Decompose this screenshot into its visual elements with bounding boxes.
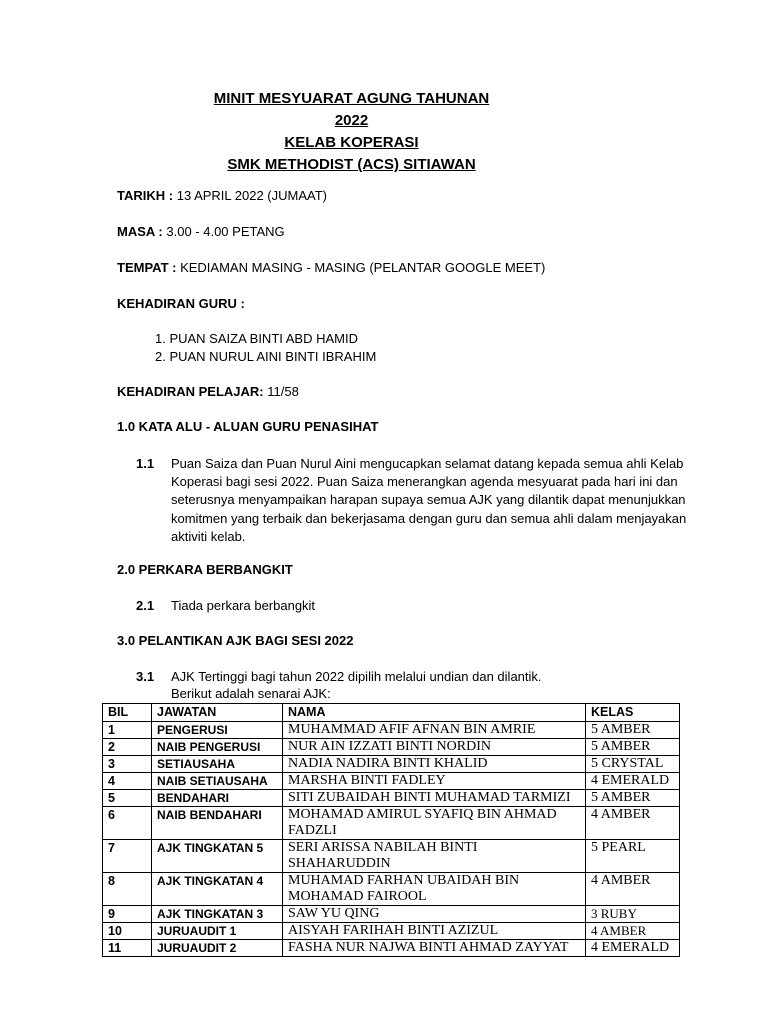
table-header-row — [103, 704, 680, 722]
cell-bil: 6 — [103, 807, 152, 840]
header-kelas: KELAS — [586, 704, 680, 722]
cell-nama: MOHAMAD AMIRUL SYAFIQ BIN AHMAD FADZLI — [283, 807, 586, 840]
cell-bil: 4 — [103, 773, 152, 790]
cell-kelas: 3 RUBY — [586, 906, 680, 923]
kehadiran-guru-label: KEHADIRAN GURU : — [117, 296, 245, 311]
cell-nama: MUHAMMAD AFIF AFNAN BIN AMRIE — [283, 722, 586, 739]
cell-kelas: 5 PEARL — [586, 840, 680, 873]
item-3-1-number: 3.1 — [136, 669, 155, 684]
cell-jawatan: NAIB BENDAHARI — [152, 807, 283, 840]
tarikh-label: TARIKH : — [117, 188, 174, 203]
cell-bil: 5 — [103, 790, 152, 807]
cell-nama: AISYAH FARIHAH BINTI AZIZUL — [283, 923, 586, 940]
kehadiran-pelajar-label: KEHADIRAN PELAJAR: — [117, 384, 264, 399]
item-3-1-text-2: Berikut adalah senarai AJK: — [171, 686, 331, 701]
item-2-1-text: Tiada perkara berbangkit — [171, 598, 316, 613]
cell-bil: 10 — [103, 923, 152, 940]
title-line-1: MINIT MESYUARAT AGUNG TAHUNAN — [213, 90, 490, 107]
item-3-1-text-1: AJK Tertinggi bagi tahun 2022 dipilih melalui undian dan dilantik. — [171, 669, 542, 684]
cell-kelas: 4 AMBER — [586, 807, 680, 840]
title-line-4: SMK METHODIST (ACS) SITIAWAN — [227, 156, 476, 173]
cell-kelas: 4 EMERALD — [586, 940, 680, 957]
cell-jawatan: JURUAUDIT 2 — [152, 940, 283, 957]
ajk-table — [102, 703, 680, 957]
tempat-label: TEMPAT : — [117, 260, 177, 275]
masa-label: MASA : — [117, 224, 163, 239]
table-row — [103, 840, 680, 873]
cell-jawatan: JURUAUDIT 1 — [152, 923, 283, 940]
section-1-title-text: 1.0 KATA ALU - ALUAN GURU PENASIHAT — [117, 419, 379, 434]
section-2-title-text: 2.0 PERKARA BERBANGKIT — [117, 562, 293, 577]
title-line-2: 2022 — [334, 112, 369, 129]
cell-jawatan: NAIB SETIAUSAHA — [152, 773, 283, 790]
cell-bil: 1 — [103, 722, 152, 739]
cell-nama: FASHA NUR NAJWA BINTI AHMAD ZAYYAT — [283, 940, 586, 957]
cell-nama: SITI ZUBAIDAH BINTI MUHAMAD TARMIZI — [283, 790, 586, 807]
cell-nama: NUR AIN IZZATI BINTI NORDIN — [283, 739, 586, 756]
cell-nama: MARSHA BINTI FADLEY — [283, 773, 586, 790]
kehadiran-pelajar-line — [117, 383, 299, 401]
tempat-value: KEDIAMAN MASING - MASING (PELANTAR GOOGLE MEET) — [180, 260, 546, 275]
cell-kelas: 4 EMERALD — [586, 773, 680, 790]
table-row — [103, 756, 680, 773]
guru-item-1: 1. PUAN SAIZA BINTI ABD HAMID — [155, 331, 358, 346]
kehadiran-guru-line — [117, 295, 245, 313]
cell-nama: SERI ARISSA NABILAH BINTI SHAHARUDDIN — [283, 840, 586, 873]
kehadiran-pelajar-value: 11/58 — [267, 384, 299, 399]
header-jawatan: JAWATAN — [152, 704, 283, 722]
cell-kelas: 5 AMBER — [586, 790, 680, 807]
cell-bil: 8 — [103, 873, 152, 906]
cell-nama: MUHAMAD FARHAN UBAIDAH BIN MOHAMAD FAIROOL — [283, 873, 586, 906]
masa-value: 3.00 - 4.00 PETANG — [166, 224, 285, 239]
title-line-3: KELAB KOPERASI — [284, 134, 419, 151]
item-1-1-number: 1.1 — [136, 456, 155, 471]
table-row — [103, 739, 680, 756]
table-row — [103, 722, 680, 739]
cell-jawatan: SETIAUSAHA — [152, 756, 283, 773]
ajk-table-body — [103, 722, 680, 957]
tarikh-value: 13 APRIL 2022 (JUMAAT) — [176, 188, 327, 203]
section-2-title — [117, 561, 293, 579]
cell-kelas: 4 AMBER — [586, 923, 680, 940]
cell-nama: NADIA NADIRA BINTI KHALID — [283, 756, 586, 773]
cell-kelas: 5 AMBER — [586, 739, 680, 756]
cell-bil: 7 — [103, 840, 152, 873]
section-3-title — [117, 632, 353, 650]
section-1-title — [117, 418, 378, 436]
table-row — [103, 923, 680, 940]
cell-kelas: 5 AMBER — [586, 722, 680, 739]
table-row — [103, 906, 680, 923]
table-row — [103, 807, 680, 840]
masa-line — [117, 223, 285, 241]
section-3-title-text: 3.0 PELANTIKAN AJK BAGI SESI 2022 — [117, 633, 354, 648]
table-row — [103, 940, 680, 957]
item-1-1-text: Puan Saiza dan Puan Nurul Aini mengucapkan selamat datang kepada semua ahli Kelab Koperasi bagi sesi 2022. Puan Saiza menerangkan agenda mesyuarat pada hari ini dan seterusnya menyampaikan harapan supaya semua AJK yang dilantik dapat menunjukkan komitmen yang terbaik dan bekerjasama dengan guru dan semua ahli dalam menjayakan aktiviti kelab. — [171, 456, 687, 544]
table-row — [103, 873, 680, 906]
cell-kelas: 4 AMBER — [586, 873, 680, 906]
guru-item-2: 2. PUAN NURUL AINI BINTI IBRAHIM — [155, 349, 377, 364]
cell-bil: 11 — [103, 940, 152, 957]
cell-jawatan: PENGERUSI — [152, 722, 283, 739]
header-bil: BIL — [103, 704, 152, 722]
cell-jawatan: AJK TINGKATAN 5 — [152, 840, 283, 873]
item-2-1-number: 2.1 — [136, 598, 155, 613]
cell-bil: 3 — [103, 756, 152, 773]
cell-nama: SAW YU QING — [283, 906, 586, 923]
table-row — [103, 773, 680, 790]
table-row — [103, 790, 680, 807]
cell-jawatan: AJK TINGKATAN 4 — [152, 873, 283, 906]
header-nama: NAMA — [283, 704, 586, 722]
cell-bil: 9 — [103, 906, 152, 923]
cell-jawatan: BENDAHARI — [152, 790, 283, 807]
cell-jawatan: AJK TINGKATAN 3 — [152, 906, 283, 923]
document-title — [150, 88, 553, 176]
cell-bil: 2 — [103, 739, 152, 756]
cell-jawatan: NAIB PENGERUSI — [152, 739, 283, 756]
cell-kelas: 5 CRYSTAL — [586, 756, 680, 773]
tempat-line — [117, 259, 545, 277]
tarikh-line — [117, 187, 327, 205]
